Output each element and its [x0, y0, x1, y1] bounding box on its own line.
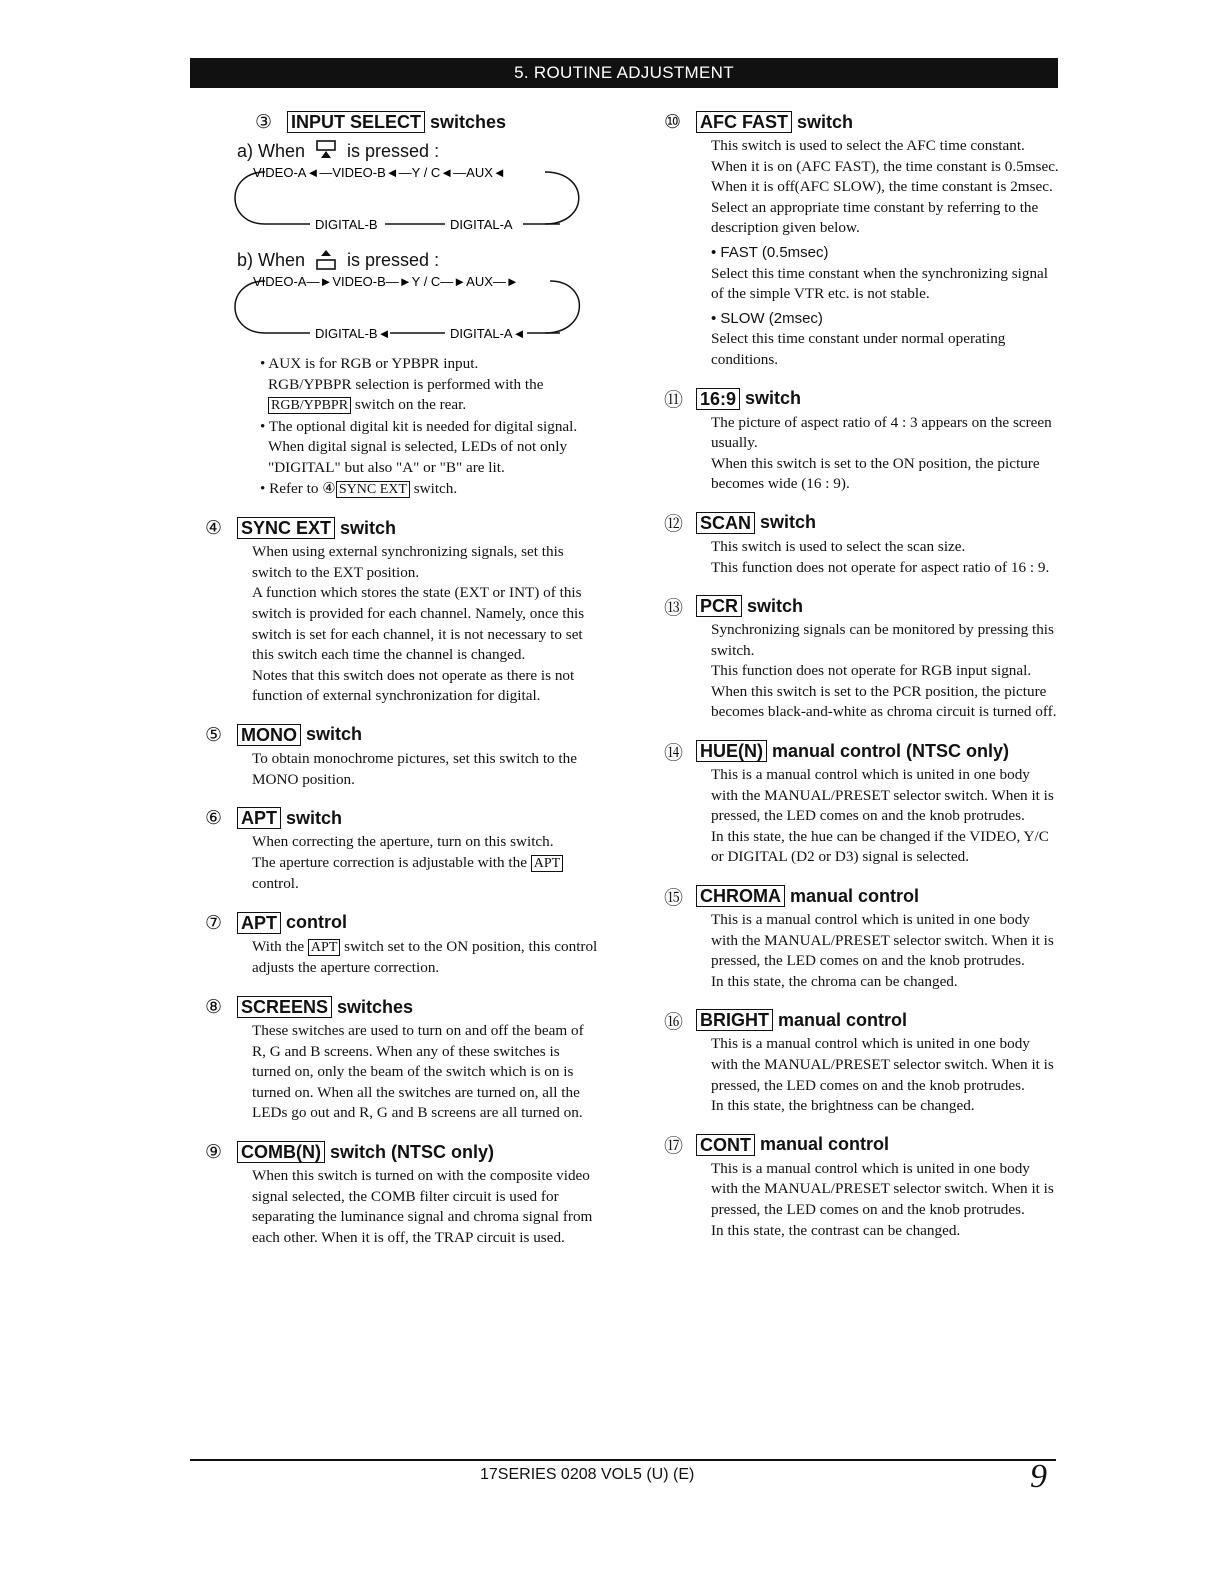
when-b-suffix: is pressed : [347, 249, 440, 270]
section-number: ⑰ [664, 1135, 684, 1158]
down-arrow-up-icon [315, 140, 337, 162]
apt-box: APT [308, 939, 340, 956]
section-bright [664, 1006, 1059, 1116]
section-body: When using external synchronizing signals, set this switch to the EXT position. A function which stores the state (EXT or INT) of this switch is provided for each channel. Namely, once this switch is set for each channel, it is not necessary to set this switch each time the channel is changed. Notes that this switch does not operate as there is not function of external synchronization for digital. [252, 543, 585, 705]
control-name: COMB(N) [237, 1141, 325, 1163]
section-number: ⑪ [664, 389, 684, 412]
note-refer: • Refer to ④ SYNC EXT switch. [260, 479, 458, 497]
section-body: The picture of aspect ratio of 4 : 3 appears on the screen usually. When this switch is set to the ON position, the picture becomes wide (16 : 9). [711, 413, 1052, 493]
diagram-b-top: VIDEO-A—►VIDEO-B—►Y / C—►AUX—► [253, 274, 519, 289]
fast-body: Select this time constant when the synchronizing signal of the simple VTR etc. is not stable. [711, 264, 1049, 303]
section-title-suffix: switch [286, 807, 343, 828]
section-number: ⑧ [205, 996, 223, 1019]
section-body: This is a manual control which is united in one body with the MANUAL/PRESET selector switch. When it is pressed, the LED comes on and the knob protrudes. In this state, the brightness can be changed. [711, 1035, 1054, 1115]
control-name: BRIGHT [696, 1009, 773, 1031]
section-number: ⑨ [205, 1141, 223, 1164]
section-body: This is a manual control which is united in one body with the MANUAL/PRESET selector switch. When it is pressed, the LED comes on and the knob protrudes. In this state, the hue can be changed if the VIDEO, Y/C or DIGITAL (D2 or D3) signal is selected. [711, 766, 1054, 866]
cycle-diagram-b [205, 271, 595, 343]
when-b [237, 249, 600, 271]
control-name: PCR [696, 595, 742, 617]
section-title-suffix: manual control [790, 885, 920, 906]
section-title-suffix: switch [760, 512, 817, 533]
section-screens [205, 993, 600, 1124]
section-apt-control [205, 909, 600, 979]
when-a-suffix: is pressed : [347, 140, 440, 161]
section-number: ⑭ [664, 741, 684, 764]
section-title-suffix: switch [747, 595, 804, 616]
section-title-suffix: switches [430, 111, 507, 132]
section-number: ⑥ [205, 807, 223, 830]
section-pcr [664, 592, 1059, 723]
footer-doc-id: 17SERIES 0208 VOL5 (U) (E) [480, 1466, 695, 1483]
note-aux: • AUX is for RGB or YPBPR input. [260, 355, 479, 372]
control-name: SCREENS [237, 996, 332, 1018]
cycle-diagram-a [205, 162, 595, 234]
when-a [237, 140, 600, 162]
control-name: CONT [696, 1134, 755, 1156]
control-name: SYNC EXT [237, 517, 335, 539]
section-body: This is a manual control which is united in one body with the MANUAL/PRESET selector switch. When it is pressed, the LED comes on and the knob protrudes. In this state, the chroma can be changed. [711, 911, 1054, 990]
slow-body: Select this time constant under normal operating conditions. [711, 330, 1006, 368]
section-body: This switch is used to select the AFC time constant. When it is on (AFC FAST), the time constant is 0.5msec. When it is off(AFC SLOW), the time constant is 2msec. Select an appropriate time constant by referring to the description given below. • FAST (0.5msec) Select this time constant when the synchronizing signal of the simple VTR etc. is not stable. • SLOW (2msec) Select this time constant under normal operating conditions. [711, 136, 1059, 371]
fast-heading: • FAST (0.5msec) [711, 243, 829, 261]
note-digital-leds: When digital signal is selected, LEDs of not only "DIGITAL" but also "A" or "B" are lit. [268, 438, 568, 476]
section-body: These switches are used to turn on and off the beam of R, G and B screens. When any of these switches is turned on, only the beam of the switch which is on is turned on. When all the switches are turned on, all the LEDs go out and R, G and B screens are all turned on. [252, 1022, 584, 1122]
section-chroma [664, 882, 1059, 992]
section-body: Synchronizing signals can be monitored by pressing this switch. This function does not operate for RGB input signal. When this switch is set to the PCR position, the picture becomes black-and-white as chroma circuit is turned off. [711, 621, 1057, 721]
section-cont [664, 1131, 1059, 1241]
control-name: HUE(N) [696, 740, 767, 762]
section-afc-fast [664, 108, 1059, 371]
up-arrow-down-icon [315, 249, 337, 271]
note-rgb: RGB/YPBPR selection is performed with the RGB/YPBPR switch on the rear. [268, 375, 544, 414]
section-number: ⑯ [664, 1010, 684, 1033]
section-title-suffix: switch [745, 388, 802, 409]
apt-box: APT [531, 855, 563, 872]
diagram-a-digital-a: DIGITAL-A [450, 217, 513, 232]
section-title-suffix: switch (NTSC only) [329, 1141, 494, 1162]
control-name: APT [237, 912, 281, 934]
section-body: When this switch is turned on with the composite video signal selected, the COMB filter circuit is used for separating the luminance signal and chroma signal from each other. When it is off, the TRAP circuit is used. [252, 1167, 593, 1246]
section-title-suffix: manual control (NTSC only) [772, 740, 1010, 761]
section-number: ⑬ [664, 596, 684, 619]
section-input-select [205, 108, 600, 500]
section-title-suffix: control [286, 912, 347, 933]
section-number: ⑫ [664, 513, 684, 536]
control-name: 16:9 [696, 388, 740, 410]
section-body: This switch is used to select the scan size. This function does not operate for aspect ratio of 16 : 9. [711, 537, 1050, 576]
section-body [260, 354, 600, 500]
control-name: INPUT SELECT [287, 111, 425, 133]
section-number: ⑦ [205, 911, 223, 934]
right-column [664, 108, 1059, 1255]
section-title-suffix: switch [797, 111, 854, 132]
control-name: AFC FAST [696, 111, 792, 133]
section-number: ③ [255, 111, 273, 133]
section-number: ④ [205, 517, 223, 540]
section-number: ⑩ [664, 111, 682, 133]
section-title-suffix: manual control [778, 1009, 908, 1030]
slow-heading: • SLOW (2msec) [711, 309, 823, 327]
note-digital-kit: • The optional digital kit is needed for digital signal. [260, 417, 578, 435]
control-name: MONO [237, 724, 301, 746]
left-column [205, 108, 600, 1262]
diagram-b-digital-a: DIGITAL-A◄ [450, 326, 526, 341]
section-title-suffix: switches [337, 996, 414, 1017]
control-name: APT [237, 807, 281, 829]
section-body: This is a manual control which is united in one body with the MANUAL/PRESET selector switch. When it is pressed, the LED comes on and the knob protrudes. In this state, the contrast can be changed. [711, 1159, 1054, 1239]
footer-rule [190, 1459, 1056, 1461]
control-name: CHROMA [696, 885, 785, 907]
control-name: SCAN [696, 512, 755, 534]
section-scan [664, 509, 1059, 578]
page-header: 5. ROUTINE ADJUSTMENT [190, 58, 1058, 88]
section-aspect [664, 385, 1059, 495]
section-body: To obtain monochrome pictures, set this switch to the MONO position. [252, 749, 577, 788]
section-hue [664, 737, 1059, 868]
section-title-suffix: switch [306, 724, 363, 745]
when-b-prefix: b) When [237, 249, 306, 270]
section-title-suffix: manual control [760, 1134, 890, 1155]
section-apt-switch [205, 804, 600, 895]
rgb-ypbpr-box: RGB/YPBPR [268, 397, 351, 414]
diagram-a-top: VIDEO-A◄—VIDEO-B◄—Y / C◄—AUX◄ [253, 165, 506, 180]
section-body: With the APT switch set to the ON position, this control adjusts the aperture correction. [252, 937, 598, 977]
sync-ext-box: SYNC EXT [336, 481, 410, 498]
section-number: ⑮ [664, 886, 684, 909]
section-comb [205, 1138, 600, 1248]
section-title-suffix: switch [340, 517, 397, 538]
diagram-a-digital-b: DIGITAL-B [315, 217, 378, 232]
section-body: When correcting the aperture, turn on this switch. The aperture correction is adjustable with the APT control. [252, 832, 600, 895]
when-a-prefix: a) When [237, 140, 306, 161]
section-sync-ext [205, 514, 600, 707]
diagram-b-digital-b: DIGITAL-B◄ [315, 326, 391, 341]
page-number: 9 [1030, 1458, 1047, 1495]
section-number: ⑤ [205, 723, 223, 746]
section-mono [205, 721, 600, 790]
